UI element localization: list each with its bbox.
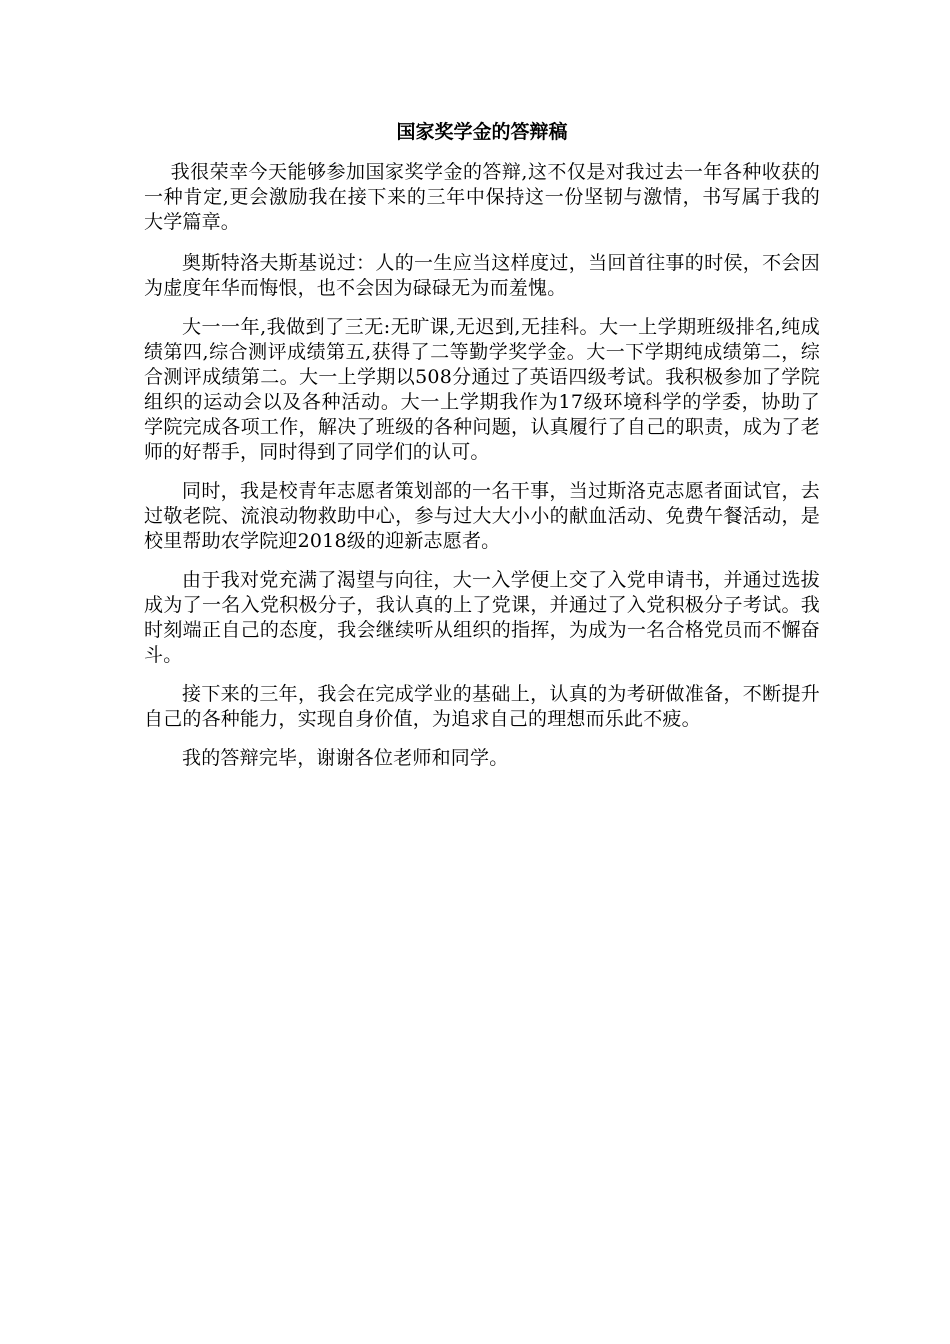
document-title: 国家奖学金的答辩稿 [396,121,568,143]
paragraph-academics: 大一一年,我做到了三无:无旷课,无迟到,无挂科。大一上学期班级排名,纯成绩第四,综合测评成绩第五,获得了二等勤学奖学金。大一下学期纯成绩第二，综合测评成绩第二。大一上学期以508分通过了英语四级考试。我积极参加了学院组织的运动会以及各种活动。大一上学期我作为17级环境科学的学委，协助了学院完成各项工作，解决了班级的各种问题，认真履行了自己的职责，成为了老师的好帮手，同时得到了同学们的认可。 [144,316,820,463]
document-body [144,118,820,785]
paragraph-party: 由于我对党充满了渴望与向往，大一入学便上交了入党申请书，并通过选拔成为了一名入党积极分子，我认真的上了党课，并通过了入党积极分子考试。我时刻端正自己的态度，我会继续听从组织的指挥，为成为一名合格党员而不懈奋斗。 [144,569,820,666]
paragraph-volunteering: 同时，我是校青年志愿者策划部的一名干事，当过斯洛克志愿者面试官，去过敬老院、流浪动物救助中心，参与过大大小小的献血活动、免费午餐活动，是校里帮助农学院迎2018级的迎新志愿者。 [144,480,820,552]
paragraph-quote: 奥斯特洛夫斯基说过：人的一生应当这样度过，当回首往事的时侯，不会因为虚度年华而悔恨，也不会因为碌碌无为而羞愧。 [144,252,820,299]
paragraph-closing: 我的答辩完毕，谢谢各位老师和同学。 [182,747,509,769]
paragraph-future: 接下来的三年，我会在完成学业的基础上，认真的为考研做准备，不断提升自己的各种能力，实现自身价值，为追求自己的理想而乐此不疲。 [144,683,820,730]
paragraph-intro: 我很荣幸今天能够参加国家奖学金的答辩,这不仅是对我过去一年各种收获的一种肯定,更会激励我在接下来的三年中保持这一份坚韧与激情，书写属于我的大学篇章。 [144,161,820,233]
